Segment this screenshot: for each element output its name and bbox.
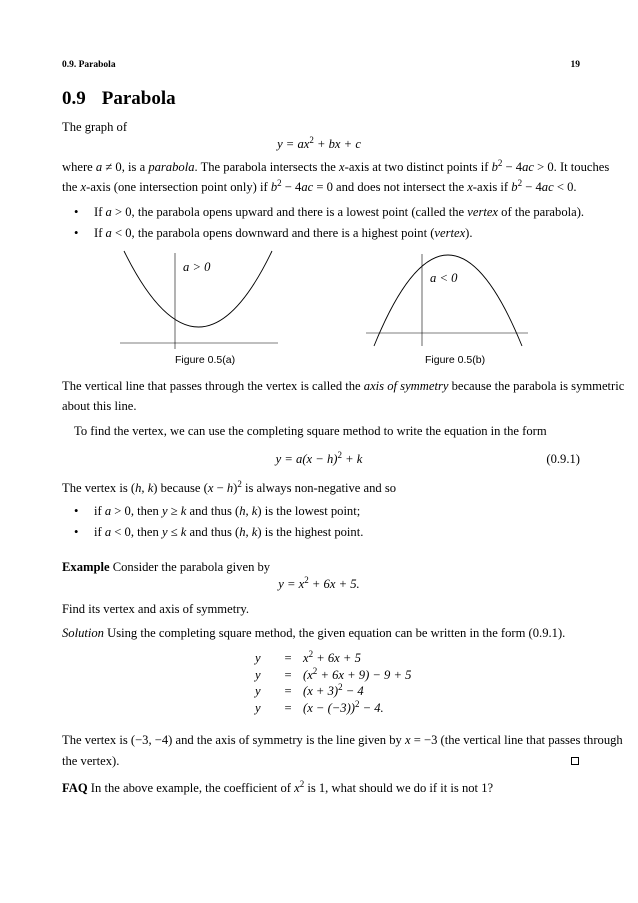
derivation-steps bbox=[255, 650, 411, 716]
intro-text: The graph of bbox=[62, 120, 128, 134]
equation-vertex-form: $y = a(x - h)^2 + k$ bbox=[275, 450, 363, 466]
parabola-curve-downward bbox=[374, 255, 522, 346]
figure-b-caption: Figure 0.5(b) bbox=[425, 354, 486, 366]
figure-b-label: a < 0 bbox=[430, 271, 458, 285]
example-question: Find its vertex and axis of symmetry. bbox=[62, 602, 250, 616]
section-title: Parabola bbox=[101, 88, 176, 109]
equation-general-form: $y = ax^2$ + bx + c bbox=[277, 135, 361, 151]
vertex-explanation: The vertex is (h, k) because $(x - h)^2$ is always non-negative and so bbox=[62, 479, 397, 495]
bullet-upward: • If a > 0, the parabola opens upward and there is a lowest point (called the vertex of the parabola). bbox=[74, 205, 585, 219]
derivation-step: y = $x^2 + 6x + 5$ bbox=[255, 649, 361, 665]
bullet-highest-point: • if a < 0, then y ≤ k and thus (h, k) is the highest point. bbox=[74, 525, 364, 539]
running-header-section: 0.9. Parabola bbox=[62, 60, 116, 70]
faq-line: FAQ In the above example, the coefficient of $x^2$ is 1, what should we do if it is not 1? bbox=[62, 779, 494, 795]
figure-parabola-downward bbox=[360, 250, 535, 350]
figure-a-caption: Figure 0.5(a) bbox=[175, 354, 236, 366]
discriminant-paragraph-line-2: the x-axis (one intersection point only) if $b^2 - 4ac = 0$ and does not intersect the x-axis if $b^2 - 4ac < 0$. bbox=[62, 178, 577, 194]
completing-square-text: To find the vertex, we can use the completing square method to write the equation in the form bbox=[74, 424, 547, 438]
derivation-step: y = $(x - (-3))^2 - 4$. bbox=[255, 698, 384, 715]
example-heading: Example Consider the parabola given by bbox=[62, 560, 271, 574]
equation-number: (0.9.1) bbox=[546, 452, 580, 466]
axis-of-symmetry-line-1: The vertical line that passes through the vertex is called the axis of symmetry because the parabola is symmetric bbox=[62, 379, 625, 393]
bullet-downward: • If a < 0, the parabola opens downward and there is a highest point (vertex). bbox=[74, 226, 473, 240]
derivation-step: y = $(x + 3)^2 - 4$ bbox=[255, 682, 364, 698]
page-number: 19 bbox=[570, 60, 580, 70]
bullet-lowest-point: • if a > 0, then y ≥ k and thus (h, k) is the lowest point; bbox=[74, 504, 361, 518]
bullet-dot-icon: • bbox=[74, 226, 79, 240]
axis-of-symmetry-line-2: about this line. bbox=[62, 399, 137, 413]
discriminant-paragraph-line-1: where a ≠ 0, is a parabola. The parabola intersects the x-axis at two distinct points if $b^2 - 4ac > 0$. It touches bbox=[62, 158, 610, 174]
bullet-dot-icon: • bbox=[74, 525, 79, 539]
vertex-result-line-2: the vertex). bbox=[62, 754, 120, 768]
section-number: 0.9 bbox=[62, 88, 86, 109]
section-heading bbox=[62, 89, 176, 108]
vertex-result-line-1: The vertex is (−3, −4) and the axis of symmetry is the line given by x = −3 (the vertical line that passes through bbox=[62, 733, 623, 747]
derivation-step: y = $(x^2 + 6x + 9) - 9 + 5$ bbox=[255, 665, 412, 682]
figure-a-label: a > 0 bbox=[183, 260, 211, 274]
bullet-dot-icon: • bbox=[74, 205, 79, 219]
bullet-dot-icon: • bbox=[74, 504, 79, 518]
solution-heading: Solution Using the completing square method, the given equation can be written in the form (0.9.1). bbox=[62, 626, 566, 640]
equation-example: $y = x^2 + 6x + 5$. bbox=[278, 575, 360, 591]
qed-square-icon bbox=[571, 757, 579, 765]
